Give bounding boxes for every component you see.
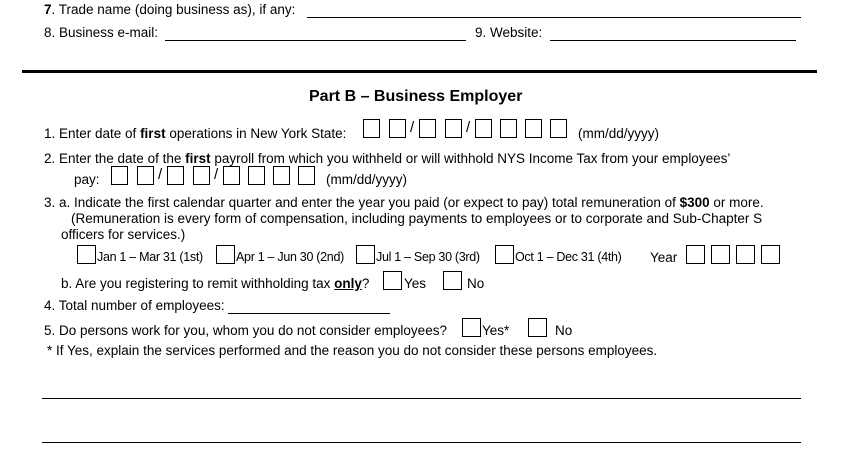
q1-year-digit-1[interactable] <box>475 119 492 138</box>
q5-no-label: No <box>555 323 573 338</box>
slash-icon: / <box>466 119 471 136</box>
slash-icon: / <box>158 166 163 183</box>
year-digit-3[interactable] <box>736 245 755 264</box>
q2-label: 2. Enter the date of the first payroll from which you withheld or will withhold NYS Income Tax from your employees’ <box>44 151 731 166</box>
q3a-line2: (Remuneration is every form of compensation, including payments to employees or to corporate and Sub-Chapter S <box>71 211 763 226</box>
q4-label: 4. Total number of employees: <box>44 298 225 313</box>
line7-label: 7. Trade name (doing business as), if any: <box>44 2 296 17</box>
q3a-line1: 3. a. Indicate the first calendar quarter and enter the year you paid (or expect to pay) total remuneration of $300 or more. <box>44 195 764 210</box>
q1-year-digit-2[interactable] <box>500 119 517 138</box>
q2-month-digit-2[interactable] <box>137 166 154 185</box>
q3b-no-checkbox[interactable] <box>443 271 462 290</box>
q5-note: * If Yes, explain the services performed and the reason you do not consider these persons employees. <box>47 343 658 358</box>
employee-count-field[interactable] <box>228 313 390 314</box>
year-digit-2[interactable] <box>711 245 730 264</box>
q3b-yes-label: Yes <box>404 276 427 291</box>
explanation-line-1[interactable] <box>42 398 801 399</box>
q2-year-digit-3[interactable] <box>273 166 290 185</box>
q1-format-hint: (mm/dd/yyyy) <box>578 126 659 141</box>
quarter-1-checkbox[interactable] <box>77 245 96 264</box>
q5-no-checkbox[interactable] <box>528 318 547 337</box>
q1-day-digit-1[interactable] <box>419 119 436 138</box>
q5-yes-checkbox[interactable] <box>462 318 481 337</box>
website-field[interactable] <box>550 40 796 41</box>
q2-year-digit-4[interactable] <box>298 166 315 185</box>
business-email-label: 8. Business e-mail: <box>44 25 159 40</box>
year-digit-1[interactable] <box>686 245 705 264</box>
q1-year-digit-4[interactable] <box>550 119 567 138</box>
explanation-line-2[interactable] <box>42 442 801 443</box>
q2-day-digit-2[interactable] <box>193 166 210 185</box>
quarter-4-label: Oct 1 – Dec 31 (4th) <box>515 250 622 264</box>
year-label: Year <box>650 250 678 265</box>
section-divider <box>22 70 817 73</box>
q2-year-digit-1[interactable] <box>223 166 240 185</box>
quarter-1-label: Jan 1 – Mar 31 (1st) <box>97 250 203 264</box>
q1-day-digit-2[interactable] <box>445 119 462 138</box>
business-email-field[interactable] <box>165 40 466 41</box>
quarter-2-checkbox[interactable] <box>216 245 235 264</box>
slash-icon: / <box>214 166 219 183</box>
q3b-yes-checkbox[interactable] <box>383 271 402 290</box>
q1-label: 1. Enter date of first operations in New York State: <box>44 126 347 141</box>
q2-year-digit-2[interactable] <box>248 166 265 185</box>
quarter-2-label: Apr 1 – Jun 30 (2nd) <box>236 250 344 264</box>
part-b-title: Part B – Business Employer <box>309 88 523 105</box>
q2-month-digit-1[interactable] <box>111 166 128 185</box>
trade-name-field[interactable] <box>307 17 801 18</box>
q1-month-digit-2[interactable] <box>389 119 406 138</box>
slash-icon: / <box>410 119 415 136</box>
q1-year-digit-3[interactable] <box>525 119 542 138</box>
q1-month-digit-1[interactable] <box>363 119 380 138</box>
q3b-no-label: No <box>467 276 485 291</box>
website-label: 9. Website: <box>475 25 543 40</box>
q2-format-hint: (mm/dd/yyyy) <box>326 172 407 187</box>
quarter-4-checkbox[interactable] <box>495 245 514 264</box>
quarter-3-checkbox[interactable] <box>356 245 375 264</box>
q2-day-digit-1[interactable] <box>167 166 184 185</box>
q5-yes-label: Yes* <box>482 323 510 338</box>
quarter-3-label: Jul 1 – Sep 30 (3rd) <box>376 250 480 264</box>
q3b-label: b. Are you registering to remit withholding tax only? <box>61 276 370 291</box>
q5-label: 5. Do persons work for you, whom you do not consider employees? <box>44 323 447 338</box>
q3a-line3: officers for services.) <box>61 227 186 242</box>
q2-pay-label: pay: <box>74 172 100 187</box>
year-digit-4[interactable] <box>761 245 780 264</box>
